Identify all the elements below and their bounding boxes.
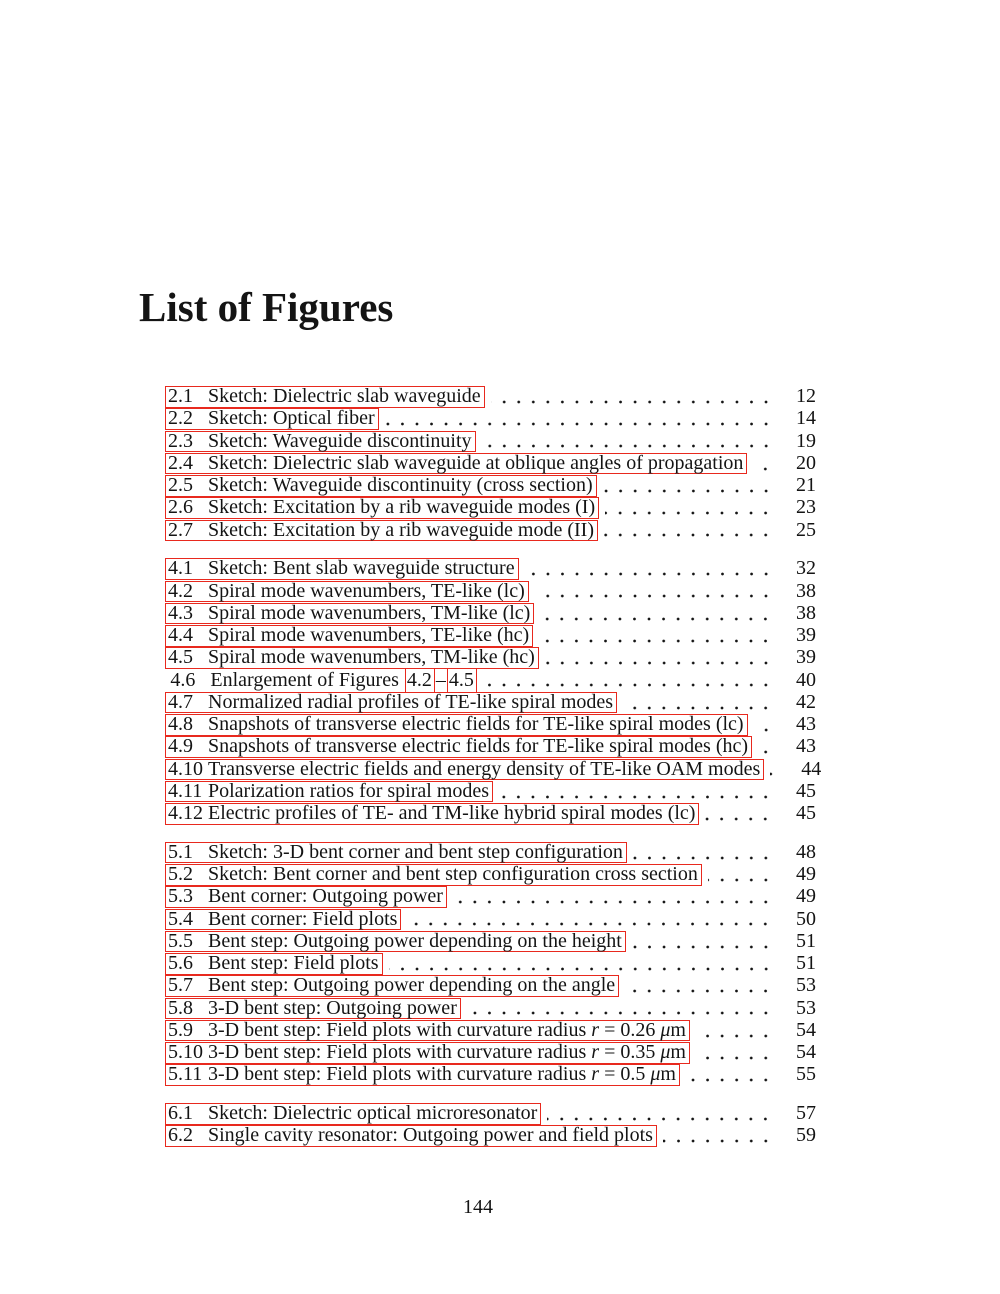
figure-link[interactable]	[165, 1064, 680, 1086]
figure-title	[208, 863, 698, 885]
figure-title	[208, 385, 481, 407]
figure-number: 5.9	[168, 1018, 193, 1041]
figure-title	[208, 802, 695, 824]
page-ref: 32	[796, 557, 816, 580]
dot-leader	[696, 1041, 775, 1063]
dot-leader	[708, 863, 775, 885]
figure-title	[208, 1019, 686, 1041]
figure-title	[208, 952, 379, 974]
figure-link[interactable]	[165, 803, 699, 825]
dot-leader	[491, 385, 775, 407]
chapter-group-4	[165, 557, 822, 824]
title-text: Spiral mode wavenumbers, TE-like (hc)	[208, 624, 530, 646]
lof-entry	[165, 1063, 816, 1085]
lof-entry	[165, 646, 816, 668]
title-text: Bent step: Outgoing power depending on the height	[208, 929, 622, 952]
dot-leader	[547, 1102, 775, 1124]
figure-title	[208, 407, 375, 429]
figure-link[interactable]	[165, 453, 747, 475]
dot-leader	[696, 1019, 775, 1041]
title-text: Spiral mode wavenumbers, TM-like (hc)	[208, 646, 535, 669]
lof-entry	[165, 735, 816, 757]
title-text: Spiral mode wavenumbers, TE-like (lc)	[208, 579, 525, 602]
math-symbol: μ	[660, 1041, 671, 1063]
title-text: Enlargement of Figures	[210, 668, 404, 691]
lof-entry	[165, 908, 816, 930]
dot-leader	[603, 474, 775, 496]
figure-number: 6.2	[168, 1124, 193, 1147]
figure-title	[208, 1124, 653, 1146]
title-text: Snapshots of transverse electric fields for TE-like spiral modes (hc)	[208, 735, 749, 758]
lof-entry	[165, 780, 816, 802]
lof-entry	[165, 602, 816, 624]
figure-number: 2.6	[168, 496, 193, 519]
page-ref: 57	[796, 1102, 816, 1124]
dot-leader	[482, 430, 775, 452]
title-text: –	[435, 668, 446, 691]
figure-number: 2.1	[168, 385, 193, 407]
dot-leader	[539, 624, 775, 646]
page-ref: 38	[796, 601, 816, 624]
figure-title	[208, 758, 760, 780]
figure-link[interactable]	[165, 1125, 657, 1147]
page-ref: 59	[796, 1124, 816, 1147]
title-text: m	[670, 1018, 686, 1041]
figure-link[interactable]	[165, 431, 476, 453]
figure-title	[208, 974, 615, 996]
title-text: Sketch: Dielectric slab waveguide	[208, 385, 481, 407]
title-text: m	[660, 1063, 676, 1086]
lof-entry	[165, 407, 816, 429]
lof-entry	[165, 952, 816, 974]
page-ref: 14	[796, 407, 816, 430]
page-ref: 45	[796, 802, 816, 824]
figure-number: 5.10	[168, 1041, 203, 1063]
figure-number: 4.12	[168, 802, 203, 824]
title-text: Sketch: Excitation by a rib waveguide mode (II)	[208, 518, 594, 541]
figure-number: 4.3	[168, 601, 193, 624]
math-symbol: r	[591, 1063, 600, 1086]
page-title: List of Figures	[139, 284, 394, 331]
title-text: Transverse electric fields and energy density of TE-like OAM modes	[208, 757, 761, 780]
figure-title	[208, 519, 594, 541]
lof-entry	[165, 669, 816, 691]
figure-title	[208, 908, 397, 930]
page-ref: 48	[796, 840, 816, 863]
lof-entry	[165, 1041, 816, 1063]
dot-leader	[753, 452, 775, 474]
figure-link[interactable]	[165, 625, 533, 647]
title-text: Bent corner: Outgoing power	[208, 885, 443, 908]
title-text: Sketch: Bent corner and bent step configuration cross section	[208, 863, 698, 885]
dot-leader	[604, 519, 775, 541]
dot-leader	[389, 952, 775, 974]
dot-leader	[467, 997, 775, 1019]
dot-leader	[499, 780, 775, 802]
figure-number: 2.3	[168, 429, 193, 452]
figure-link[interactable]	[165, 931, 626, 953]
dot-leader	[535, 580, 775, 602]
figure-title	[208, 452, 743, 474]
figure-link[interactable]	[165, 909, 401, 931]
lof-entry	[165, 1124, 816, 1146]
figure-link[interactable]	[165, 1020, 690, 1042]
figure-link[interactable]	[165, 864, 702, 886]
page-ref: 55	[796, 1063, 816, 1086]
lof-entry	[165, 802, 816, 824]
title-text: Sketch: Optical fiber	[208, 407, 375, 430]
figure-title	[210, 669, 477, 691]
page-ref: 51	[796, 929, 816, 952]
page-ref: 45	[796, 779, 816, 802]
figure-title	[208, 557, 515, 579]
page-ref: 12	[796, 385, 816, 407]
lof-entry	[165, 997, 816, 1019]
figure-number: 2.4	[168, 451, 193, 474]
figure-number: 4.2	[168, 579, 193, 602]
lof-entry	[165, 519, 816, 541]
figure-link[interactable]	[165, 1103, 541, 1125]
page-ref: 53	[796, 996, 816, 1019]
figure-link[interactable]	[165, 520, 598, 542]
page-ref: 23	[796, 496, 816, 519]
figure-title	[208, 580, 525, 602]
figure-title	[208, 780, 489, 802]
page-ref: 43	[796, 735, 816, 758]
page-ref: 53	[796, 974, 816, 997]
title-text: Single cavity resonator: Outgoing power and field plots	[208, 1124, 653, 1147]
dot-leader	[525, 557, 775, 579]
title-text: Snapshots of transverse electric fields for TE-like spiral modes (lc)	[208, 713, 744, 735]
figure-number: 4.10	[168, 757, 203, 780]
title-text: = 0.26	[599, 1018, 661, 1041]
title-text: 3-D bent step: Outgoing power	[208, 996, 457, 1019]
dot-leader	[754, 713, 775, 735]
figure-title	[208, 1102, 537, 1124]
lof-entry	[165, 691, 816, 713]
figure-number: 6.1	[168, 1102, 193, 1124]
title-text: Sketch: Dielectric slab waveguide at oblique angles of propagation	[208, 451, 744, 474]
figure-title	[208, 735, 748, 757]
figure-link[interactable]	[165, 759, 764, 781]
lof-entry	[165, 841, 816, 863]
dot-leader	[633, 841, 775, 863]
figure-number: 4.5	[168, 646, 193, 669]
page-ref: 49	[796, 863, 816, 885]
dot-leader	[540, 602, 775, 624]
figure-link[interactable]	[165, 953, 383, 975]
title-text: Bent step: Outgoing power depending on the angle	[208, 974, 616, 997]
figure-number: 5.5	[168, 929, 193, 952]
lof-entry	[165, 385, 816, 407]
title-text: Sketch: 3-D bent corner and bent step configuration	[208, 840, 623, 863]
folio-page-number: 144	[463, 1196, 493, 1218]
title-text: Polarization ratios for spiral modes	[208, 779, 490, 802]
lof-entry	[165, 1019, 816, 1041]
figure-title	[208, 496, 595, 518]
math-symbol: μ	[660, 1018, 671, 1041]
lof-entry	[165, 885, 816, 907]
lof-entry	[165, 430, 816, 452]
figures-list	[165, 385, 822, 1147]
page-ref: 51	[796, 952, 816, 974]
figure-link[interactable]	[165, 1042, 690, 1064]
figure-title	[208, 997, 457, 1019]
title-text: Sketch: Dielectric optical microresonator	[208, 1102, 538, 1124]
figure-number: 5.2	[168, 863, 193, 885]
figure-link[interactable]	[165, 842, 627, 864]
lof-entry	[165, 713, 816, 735]
page-ref: 43	[796, 713, 816, 735]
figure-number: 5.3	[168, 885, 193, 908]
title-text: 3-D bent step: Field plots with curvature radius	[208, 1041, 592, 1063]
title-text: Electric profiles of TE- and TM-like hybrid spiral modes (lc)	[208, 802, 696, 824]
figure-title	[208, 713, 744, 735]
chapter-group-5	[165, 841, 816, 1086]
figure-title	[208, 430, 472, 452]
page-ref: 54	[796, 1018, 816, 1041]
page-ref: 21	[796, 474, 816, 496]
dot-leader	[623, 691, 775, 713]
figure-link[interactable]	[165, 736, 752, 758]
page-ref: 39	[796, 624, 816, 646]
dot-leader	[758, 735, 775, 757]
page-ref: 25	[796, 518, 816, 541]
figure-link[interactable]	[165, 975, 619, 997]
dot-leader	[487, 669, 775, 691]
figure-number: 4.9	[168, 735, 193, 758]
math-symbol: μ	[650, 1063, 661, 1086]
figure-number: 5.4	[168, 907, 193, 930]
lof-entry	[165, 930, 816, 952]
figure-title	[208, 646, 535, 668]
figure-number: 4.11	[168, 779, 203, 802]
figure-link[interactable]	[165, 408, 379, 430]
title-text: Bent corner: Field plots	[208, 907, 398, 930]
dot-leader	[632, 930, 775, 952]
figure-number: 4.1	[168, 557, 193, 580]
figure-link[interactable]	[165, 647, 539, 669]
page-ref: 20	[796, 451, 816, 474]
figure-number: 4.7	[168, 690, 193, 713]
dot-leader	[385, 407, 775, 429]
title-text: Sketch: Waveguide discontinuity (cross section)	[208, 474, 593, 496]
page-ref: 39	[796, 646, 816, 669]
page-ref: 38	[796, 579, 816, 602]
math-symbol: r	[591, 1041, 600, 1063]
dot-leader	[545, 646, 775, 668]
figure-ref-link[interactable]: 4.5	[447, 668, 477, 693]
figure-link[interactable]	[165, 781, 493, 803]
figure-title	[208, 930, 622, 952]
figure-link[interactable]	[165, 581, 529, 603]
figure-number: 4.8	[168, 713, 193, 735]
figure-number: 2.2	[168, 407, 193, 430]
figure-title	[208, 885, 443, 907]
chapter-group-2	[165, 385, 816, 541]
page-ref: 50	[796, 907, 816, 930]
lof-entry	[165, 863, 816, 885]
figure-number: 2.7	[168, 518, 193, 541]
figure-title	[208, 1063, 676, 1085]
chapter-group-6	[165, 1102, 816, 1147]
title-text: = 0.5	[599, 1063, 651, 1086]
figure-number: 4.6	[170, 668, 196, 691]
figure-link[interactable]	[165, 475, 597, 497]
page-ref: 54	[796, 1041, 816, 1063]
figure-title	[208, 602, 530, 624]
dot-leader	[663, 1124, 775, 1146]
lof-entry	[165, 452, 816, 474]
page-ref: 44	[801, 757, 822, 780]
figure-number: 4.4	[168, 624, 193, 646]
lof-entry	[165, 974, 816, 996]
page-ref: 19	[796, 429, 816, 452]
figure-link[interactable]	[165, 886, 447, 908]
page-ref: 49	[796, 885, 816, 908]
figure-link[interactable]	[165, 998, 461, 1020]
figure-number: 2.5	[168, 474, 193, 496]
figure-title	[208, 841, 623, 863]
title-text: Normalized radial profiles of TE-like spiral modes	[208, 690, 614, 713]
title-text: Sketch: Excitation by a rib waveguide modes (I)	[208, 496, 596, 519]
lof-entry	[165, 474, 816, 496]
lof-entry	[165, 1102, 816, 1124]
figure-link[interactable]	[165, 603, 534, 625]
figure-title	[208, 691, 613, 713]
lof-entry	[165, 624, 816, 646]
title-text: Spiral mode wavenumbers, TM-like (lc)	[208, 601, 531, 624]
figure-number: 5.1	[168, 840, 193, 863]
lof-entry	[165, 496, 816, 518]
title-text: Sketch: Bent slab waveguide structure	[208, 557, 515, 580]
figure-ref-link[interactable]: 4.2	[405, 668, 435, 693]
dot-leader	[453, 885, 775, 907]
figure-link[interactable]	[165, 558, 519, 580]
dot-leader	[686, 1063, 775, 1085]
title-text: Sketch: Waveguide discontinuity	[208, 429, 472, 452]
dot-leader	[705, 802, 775, 824]
dot-leader	[625, 974, 775, 996]
figure-link[interactable]	[165, 692, 617, 714]
lof-entry	[165, 757, 822, 780]
title-text: 3-D bent step: Field plots with curvature radius	[208, 1063, 592, 1086]
dot-leader	[407, 908, 775, 930]
figure-number: 5.11	[168, 1063, 203, 1086]
figure-title	[208, 624, 529, 646]
dot-leader	[770, 758, 780, 780]
title-text: m	[670, 1041, 686, 1063]
figure-link[interactable]	[165, 386, 485, 408]
title-text: = 0.35	[599, 1041, 661, 1063]
page-ref: 40	[796, 668, 816, 691]
figure-number: 5.6	[168, 952, 193, 974]
dot-leader	[605, 496, 775, 518]
lof-entry	[165, 580, 816, 602]
figure-title	[208, 1041, 686, 1063]
page-ref: 42	[796, 690, 816, 713]
figure-link[interactable]	[165, 714, 748, 736]
math-symbol: r	[591, 1018, 600, 1041]
title-text: Bent step: Field plots	[208, 952, 379, 974]
figure-link[interactable]	[165, 497, 599, 519]
figure-number: 5.8	[168, 996, 193, 1019]
lof-entry	[165, 557, 816, 579]
title-text: 3-D bent step: Field plots with curvature radius	[208, 1018, 592, 1041]
figure-number: 5.7	[168, 974, 193, 997]
figure-entry-text	[165, 668, 481, 691]
figure-title	[208, 474, 593, 496]
